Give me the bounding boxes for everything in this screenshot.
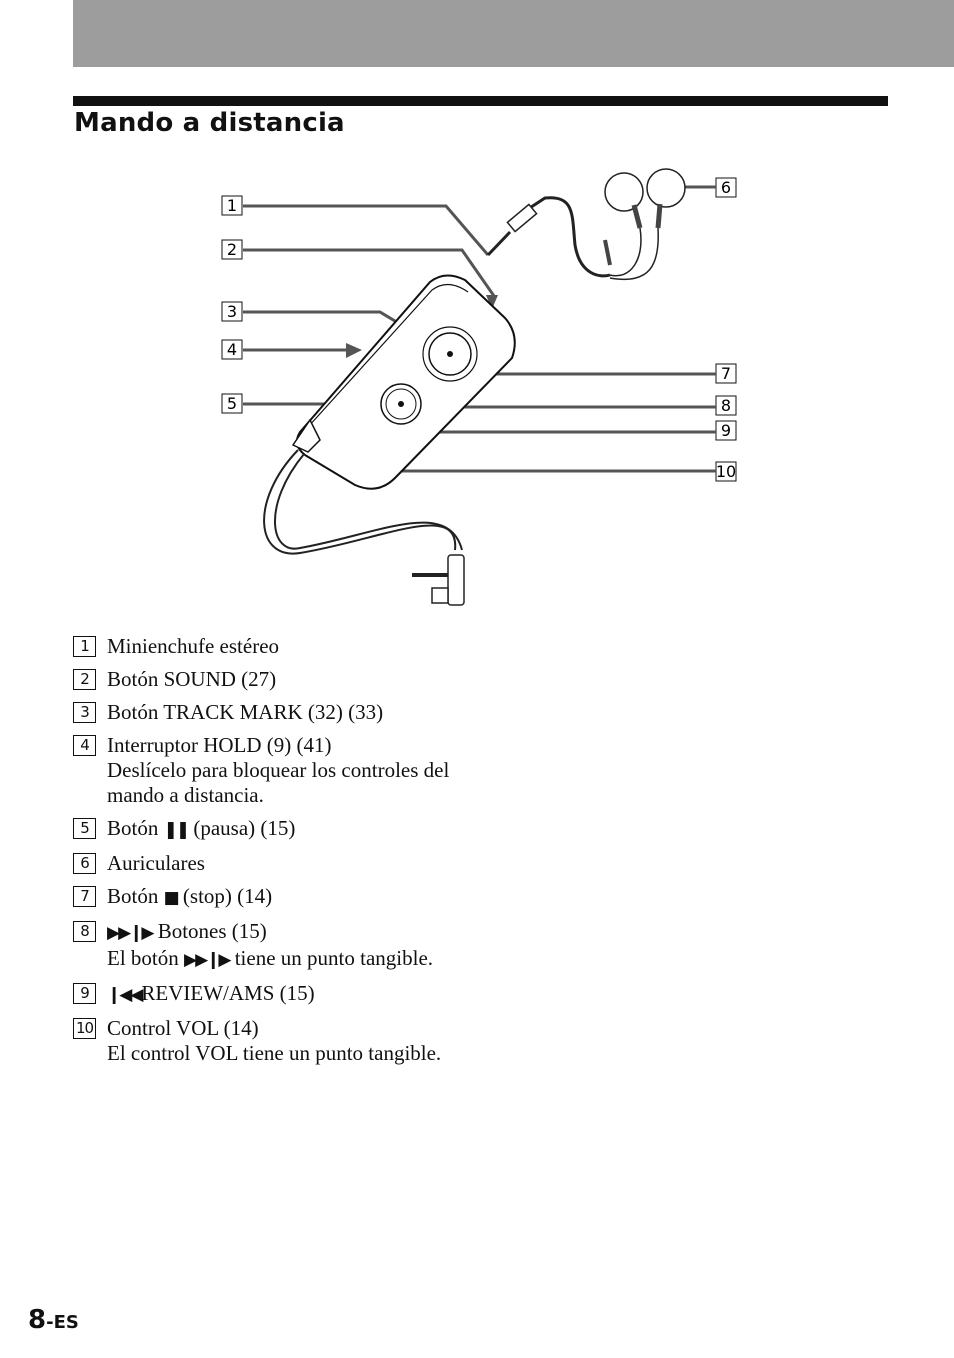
legend-text: REVIEW/AMS (15) (141, 981, 315, 1005)
callout-3 (222, 302, 242, 321)
mini-plug (488, 204, 537, 255)
callout-8 (716, 396, 736, 415)
legend-item-7 (73, 884, 493, 911)
stop-icon: ■ (163, 888, 178, 908)
legend-text: Botón TRACK MARK (32) (33) (107, 700, 384, 724)
callout-2 (222, 240, 242, 259)
legend-item-1 (73, 634, 493, 659)
svg-text:5: 5 (226, 394, 238, 413)
section-rule (73, 96, 888, 106)
pause-icon: ❚❚ (163, 820, 189, 840)
svg-text:1: 1 (226, 196, 238, 215)
legend-text: Auriculares (107, 851, 205, 875)
fast-forward-icon: ▶▶❙▶ (107, 923, 153, 943)
legend-item-10 (73, 1016, 493, 1066)
legend-text-prefix: Botón (107, 884, 164, 908)
legend-item-6 (73, 851, 493, 876)
fast-forward-icon: ▶▶❙▶ (184, 950, 230, 970)
legend-subtext-prefix: El botón (107, 946, 184, 970)
legend-number: 10 (73, 1018, 96, 1039)
legend-number: 2 (73, 669, 96, 690)
legend-text: Botones (15) (152, 919, 267, 943)
parts-legend (73, 634, 493, 1074)
page-language-suffix: -ES (46, 1312, 79, 1333)
remote-body (293, 275, 515, 488)
legend-subtext-rest: tiene un punto tangible. (229, 946, 434, 970)
callout-4 (222, 340, 242, 359)
legend-text: Botón SOUND (27) (107, 667, 277, 691)
header-band (73, 0, 954, 67)
callout-5 (222, 394, 242, 413)
page-title: Mando a distancia (74, 108, 345, 138)
legend-subtext: El control VOL tiene un punto tangible. (107, 1041, 442, 1065)
legend-number: 5 (73, 818, 96, 839)
svg-text:6: 6 (720, 178, 732, 197)
svg-text:3: 3 (226, 302, 238, 321)
legend-number: 9 (73, 983, 96, 1004)
callout-6 (716, 178, 736, 197)
legend-item-2 (73, 667, 493, 692)
legend-text-prefix: Botón (107, 816, 164, 840)
legend-number: 1 (73, 636, 96, 657)
legend-text: (stop) (14) (177, 884, 273, 908)
legend-text: Control VOL (14) (107, 1016, 259, 1040)
svg-text:2: 2 (226, 240, 238, 259)
legend-item-8 (73, 919, 493, 973)
legend-number: 6 (73, 853, 96, 874)
svg-text:10: 10 (715, 462, 737, 481)
legend-subtext (107, 946, 493, 973)
page-number-value: 8 (28, 1305, 47, 1335)
legend-text: (pausa) (15) (188, 816, 296, 840)
callout-7 (716, 364, 736, 383)
svg-text:9: 9 (720, 421, 732, 440)
legend-item-5 (73, 816, 493, 843)
callout-1 (222, 196, 242, 215)
page-number (28, 1305, 79, 1335)
legend-item-3 (73, 700, 493, 725)
remote-control-illustration (0, 150, 954, 620)
legend-item-9 (73, 981, 493, 1008)
legend-subtext: Deslícelo para bloquear los controles del mando a distancia. (107, 758, 450, 807)
arrow-4-icon (346, 343, 362, 358)
legend-number: 8 (73, 921, 96, 942)
rewind-icon: ❙◀◀ (107, 985, 142, 1005)
legend-number: 7 (73, 886, 96, 907)
legend-item-4 (73, 733, 493, 808)
legend-number: 4 (73, 735, 96, 756)
callout-9 (716, 421, 736, 440)
legend-number: 3 (73, 702, 96, 723)
earphones (522, 169, 685, 279)
legend-text: Minienchufe estéreo (107, 634, 280, 658)
svg-text:8: 8 (720, 396, 732, 415)
callout-10 (716, 462, 736, 481)
remote-plug (412, 555, 464, 605)
svg-text:7: 7 (720, 364, 732, 383)
svg-text:4: 4 (226, 340, 238, 359)
legend-text: Interruptor HOLD (9) (41) (107, 733, 332, 757)
